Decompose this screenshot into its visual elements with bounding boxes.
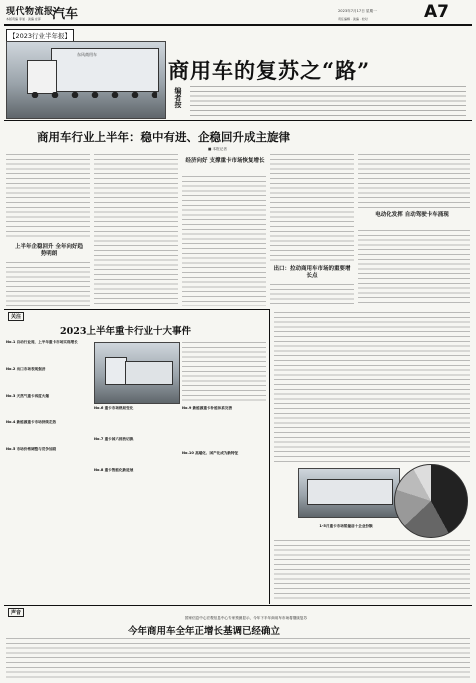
right-col-text [274, 312, 470, 462]
truck-wheels [27, 92, 157, 98]
photo-truck-cab [105, 357, 127, 385]
article-text-col-1 [6, 154, 90, 240]
paper-name: 现代物流报 [6, 7, 54, 17]
banner-rule [4, 120, 472, 121]
byline: ■ 本报记者 [208, 147, 227, 151]
event-item: No.6 重卡市场格局变化 [94, 406, 134, 410]
editor-note-body [190, 86, 466, 116]
events-right-rule [269, 309, 270, 604]
market-share-pie [394, 464, 468, 538]
pie-truck-photo [298, 468, 400, 518]
article-text-col-1b [6, 262, 90, 306]
event-item: No.9 新能源重卡补能体系完善 [182, 406, 233, 410]
masthead-rule [4, 24, 472, 26]
masthead-sub-left: 本版责编 李旭 · 美编 庄泽 [6, 17, 41, 21]
section-title: 汽车 [52, 7, 79, 22]
footer-label: 声音 [8, 608, 24, 617]
truck-brand-label: 东风商用车 [77, 52, 97, 57]
event-list-3 [182, 406, 266, 602]
events-top-rule [4, 309, 270, 310]
event-item: No.8 重卡智能化新进展 [94, 467, 134, 472]
events-title: 2023上半年重卡行业十大事件 [60, 326, 191, 337]
events-truck-photo [94, 342, 180, 404]
pie-caption: 1-5月重卡市场销量前十企业份额 [319, 524, 373, 528]
editor-note-label: 编者按 [174, 87, 183, 108]
subhead-export: 出口：拉动商用车市场的重要增长点 [273, 266, 351, 279]
article-text-col-4b [270, 284, 354, 306]
event-item: No.1 自动行业周，上半年重卡市场实现增长 [6, 340, 78, 344]
truck-cab [27, 60, 57, 94]
events-label: 关注 [8, 312, 24, 321]
banner-truck-photo [6, 41, 166, 119]
event-item: No.2 出口市场表现强劲 [6, 366, 46, 371]
right-col-text-2 [274, 540, 470, 602]
page-number: A7 [424, 2, 449, 22]
event-item: No.4 新能源重卡市场持续走热 [6, 420, 57, 425]
article-text-col-4 [270, 154, 354, 264]
banner-title: 商用车的复苏之“路” [168, 58, 371, 83]
subhead-electric: 电动化发挥 自动驾驶卡车涌现 [375, 212, 449, 218]
banner-tag: 【2023行业半年报】 [6, 29, 74, 42]
footer-text [6, 638, 470, 680]
article-text-col-5 [358, 154, 470, 210]
events-body-text [182, 342, 266, 402]
event-item: No.7 重卡国六排放切换 [94, 436, 134, 441]
article-text-col-3 [182, 176, 266, 306]
event-item: No.5 市场价格调整与竞争加剧 [6, 447, 57, 452]
lead-headline: 商用车行业上半年：稳中有进、企稳回升成主旋律 [37, 130, 290, 144]
event-item: No.3 天然气重卡再度火爆 [6, 393, 49, 398]
date-line: 2023年7月17日 星期一 [338, 9, 377, 13]
event-list-2 [94, 406, 178, 602]
subhead-first-half: 上半年企稳回升 全年向好趋势明朗 [15, 244, 83, 257]
subhead-economy: 经济向好 支撑重卡市场恢复增长 [185, 158, 265, 164]
pie-photo-truck [307, 479, 393, 505]
article-text-col-2 [94, 154, 178, 306]
event-list [6, 340, 88, 602]
truck-trailer [51, 48, 159, 92]
event-item: No.10 高端化、国产化成为新特征 [182, 450, 239, 455]
photo-truck-body [125, 361, 173, 385]
footer-title: 今年商用车全年正增长基调已经确立 [128, 626, 281, 637]
editor-line: 责任编辑 · 美编 · 校对 [338, 17, 368, 21]
article-text-col-5b [358, 230, 470, 306]
footer-kicker: 国家信息中心宏观信息中心专家预测显示，今年下半年商用车市场将继续复苏 [184, 616, 308, 620]
footer-top-rule [4, 605, 472, 606]
